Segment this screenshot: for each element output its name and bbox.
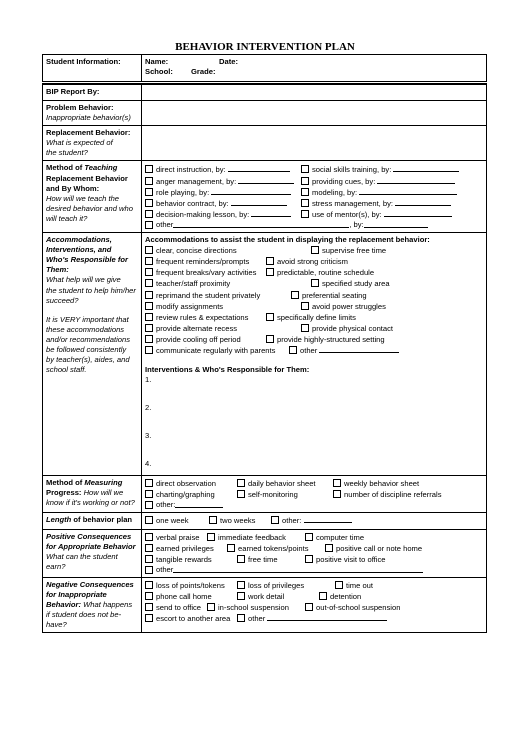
option-label: one week bbox=[156, 516, 189, 526]
problem-input[interactable] bbox=[142, 101, 487, 126]
accom-options bbox=[142, 233, 487, 476]
checkbox[interactable] bbox=[305, 555, 313, 563]
option-label: use of mentor(s), by: bbox=[312, 209, 382, 219]
school-field[interactable]: School: bbox=[145, 67, 173, 77]
option-label: anger management, by: bbox=[156, 176, 237, 186]
positive-options bbox=[142, 529, 487, 577]
method-row bbox=[43, 161, 487, 233]
checkbox[interactable] bbox=[145, 177, 153, 185]
option-label: provide physical contact bbox=[312, 323, 394, 333]
method-label-b: Teaching bbox=[84, 163, 118, 173]
bip-row bbox=[43, 85, 487, 101]
checkbox[interactable] bbox=[145, 291, 153, 299]
accom-label-1: Accommodations, bbox=[46, 235, 112, 245]
checkbox[interactable] bbox=[145, 165, 153, 173]
checkbox[interactable] bbox=[145, 501, 153, 509]
intervention-1[interactable]: 1. bbox=[145, 375, 152, 385]
checkbox[interactable] bbox=[266, 268, 274, 276]
problem-row bbox=[43, 101, 487, 126]
option-label: provide alternate recess bbox=[156, 323, 238, 333]
option-label: preferential seating bbox=[302, 290, 367, 300]
option-label: phone call home bbox=[156, 592, 212, 601]
checkbox[interactable] bbox=[325, 544, 333, 552]
checkbox[interactable] bbox=[333, 479, 341, 487]
accom-hint-2: the student to help him/her bbox=[46, 285, 136, 295]
option-label: teacher/staff proximity bbox=[156, 279, 231, 289]
method-hint-3: will teach it? bbox=[46, 213, 88, 223]
option-label: self-monitoring bbox=[248, 490, 298, 500]
accom-label-cell bbox=[43, 233, 142, 476]
option-label: escort to another area bbox=[156, 614, 231, 624]
negative-options bbox=[142, 577, 487, 632]
positive-label-2: for Appropriate Behavior bbox=[46, 541, 136, 551]
accom-note-6: school staff. bbox=[46, 365, 87, 375]
option-label: modify assignments bbox=[156, 301, 224, 311]
option-label: frequent breaks/vary activities bbox=[156, 268, 257, 278]
option-label: work detail bbox=[248, 592, 285, 601]
checkbox[interactable] bbox=[145, 555, 153, 563]
grade-field[interactable]: Grade: bbox=[191, 67, 216, 77]
checkbox[interactable] bbox=[145, 592, 153, 600]
by-label: , by: bbox=[349, 219, 364, 229]
checkbox[interactable] bbox=[145, 221, 153, 229]
accom-label-3: Who's Responsible for bbox=[46, 255, 128, 265]
bip-form-table bbox=[42, 54, 487, 633]
checkbox[interactable] bbox=[145, 479, 153, 487]
student-info-row bbox=[43, 55, 487, 83]
checkbox[interactable] bbox=[145, 490, 153, 498]
option-label: role playing, by: bbox=[156, 187, 210, 197]
accom-label-2: Interventions, and bbox=[46, 245, 112, 255]
replacement-label-cell bbox=[43, 126, 142, 161]
option-label: specified study area bbox=[322, 279, 390, 289]
checkbox[interactable] bbox=[311, 246, 319, 254]
positive-row bbox=[43, 529, 487, 577]
method-label-cell bbox=[43, 161, 142, 233]
checkbox[interactable] bbox=[145, 566, 153, 574]
option-label: modeling, by: bbox=[312, 187, 358, 197]
negative-hint-1: if student does not be- bbox=[46, 610, 122, 620]
method-hint-1: How will we teach the bbox=[46, 193, 120, 203]
checkbox[interactable] bbox=[145, 313, 153, 321]
method-label-3: and By Whom: bbox=[46, 183, 100, 193]
checkbox[interactable] bbox=[301, 324, 309, 332]
checkbox[interactable] bbox=[145, 302, 153, 310]
negative-label-1: Negative Consequences bbox=[46, 579, 134, 589]
option-label: charting/graphing bbox=[156, 490, 215, 500]
checkbox[interactable] bbox=[145, 257, 153, 265]
checkbox[interactable] bbox=[305, 603, 313, 611]
page-title: BEHAVIOR INTERVENTION PLAN bbox=[175, 41, 355, 53]
checkbox[interactable] bbox=[145, 188, 153, 196]
option-label: behavior contract, by: bbox=[156, 198, 229, 208]
replacement-hint-1: What is expected of bbox=[46, 138, 113, 148]
checkbox[interactable] bbox=[145, 544, 153, 552]
option-label: direct instruction, by: bbox=[156, 165, 226, 175]
replacement-row bbox=[43, 126, 487, 161]
accom-heading: Accommodations to assist the student in displaying the replacement behavior: bbox=[145, 235, 430, 245]
checkbox[interactable] bbox=[145, 279, 153, 287]
checkbox[interactable] bbox=[335, 581, 343, 589]
option-label: daily behavior sheet bbox=[248, 479, 316, 489]
option-label: time out bbox=[346, 580, 374, 590]
accom-label-4: Them: bbox=[46, 265, 69, 275]
option-label: loss of points/tokens bbox=[156, 580, 225, 590]
option-label: avoid power struggles bbox=[312, 301, 386, 311]
checkbox[interactable] bbox=[266, 313, 274, 321]
checkbox[interactable] bbox=[301, 188, 309, 196]
problem-hint: Inappropriate behavior(s) bbox=[46, 113, 131, 123]
measuring-label-a: Method of bbox=[46, 478, 85, 488]
option-label: avoid strong criticism bbox=[277, 257, 348, 267]
negative-label-3: Behavior: bbox=[46, 600, 84, 610]
problem-label: Problem Behavior: bbox=[46, 103, 114, 112]
checkbox[interactable] bbox=[319, 592, 327, 600]
bip-label: BIP Report By: bbox=[46, 87, 100, 96]
length-options bbox=[142, 513, 487, 529]
option-label: out-of-school suspension bbox=[316, 603, 401, 613]
replacement-label: Replacement Behavior: bbox=[46, 128, 131, 138]
checkbox[interactable] bbox=[237, 479, 245, 487]
method-label-2: Replacement Behavior bbox=[46, 173, 128, 183]
checkbox[interactable] bbox=[207, 533, 215, 541]
option-label: earned tokens/points bbox=[238, 543, 309, 553]
option-label: review rules & expectations bbox=[156, 312, 249, 322]
checkbox[interactable] bbox=[333, 490, 341, 498]
date-field[interactable]: Date: bbox=[219, 57, 238, 66]
positive-label-1: Positive Consequences bbox=[46, 531, 132, 541]
option-label: other bbox=[156, 564, 174, 574]
option-label: other: bbox=[156, 500, 176, 510]
option-label: social skills training, by: bbox=[312, 165, 392, 175]
option-label: tangible rewards bbox=[156, 554, 212, 564]
negative-hint-a: What happens bbox=[83, 600, 133, 610]
student-info-label: Student Information: bbox=[46, 57, 121, 66]
negative-label-cell bbox=[43, 577, 142, 632]
option-label: predictable, routine schedule bbox=[277, 268, 375, 278]
problem-label-cell bbox=[43, 101, 142, 126]
option-label: two weeks bbox=[220, 516, 256, 526]
checkbox[interactable] bbox=[145, 581, 153, 589]
option-label: immediate feedback bbox=[218, 532, 286, 542]
option-label: weekly behavior sheet bbox=[344, 479, 420, 489]
option-label: other bbox=[156, 219, 174, 229]
checkbox[interactable] bbox=[145, 268, 153, 276]
option-label: positive visit to office bbox=[316, 554, 386, 564]
accom-note-3: and/or recommendations bbox=[46, 334, 130, 344]
length-label-b: of behavior plan bbox=[71, 515, 133, 525]
checkbox[interactable] bbox=[145, 533, 153, 541]
checkbox[interactable] bbox=[145, 346, 153, 354]
option-label: reprimand the student privately bbox=[156, 290, 261, 300]
accom-hint-3: succeed? bbox=[46, 295, 79, 305]
negative-hint-2: have? bbox=[46, 620, 67, 630]
checkbox[interactable] bbox=[301, 199, 309, 207]
checkbox[interactable] bbox=[145, 199, 153, 207]
option-label: loss of privileges bbox=[248, 580, 305, 590]
option-label: verbal praise bbox=[156, 532, 200, 542]
checkbox[interactable] bbox=[145, 614, 153, 622]
option-label: earned privileges bbox=[156, 543, 214, 553]
intervention-3[interactable]: 3. bbox=[145, 431, 152, 441]
checkbox[interactable] bbox=[301, 302, 309, 310]
checkbox[interactable] bbox=[289, 346, 297, 354]
negative-label-2: for Inappropriate bbox=[46, 590, 107, 599]
option-label: specifically define limits bbox=[277, 312, 356, 322]
measuring-hint-a: How will we bbox=[83, 488, 124, 498]
student-info-fields bbox=[142, 55, 487, 83]
length-row bbox=[43, 513, 487, 529]
checkbox[interactable] bbox=[145, 246, 153, 254]
positive-hint-1: What can the student bbox=[46, 551, 118, 561]
checkbox[interactable] bbox=[266, 335, 274, 343]
negative-row bbox=[43, 577, 487, 632]
measuring-options bbox=[142, 476, 487, 513]
checkbox[interactable] bbox=[237, 592, 245, 600]
option-label: decision-making lesson, by: bbox=[156, 209, 250, 219]
length-label-cell bbox=[43, 513, 142, 529]
option-label: in-school suspension bbox=[218, 603, 289, 613]
option-label: communicate regularly with parents bbox=[156, 345, 276, 355]
option-label: positive call or note home bbox=[336, 543, 423, 553]
measuring-label-b: Measuring bbox=[84, 478, 123, 488]
method-label-a: Method of bbox=[46, 163, 85, 173]
checkbox[interactable] bbox=[237, 555, 245, 563]
method-options bbox=[142, 161, 487, 233]
option-label: other: bbox=[282, 516, 302, 526]
length-label-a: Length bbox=[46, 515, 72, 525]
option-label: number of discipline referrals bbox=[344, 490, 442, 500]
positive-hint-2: earn? bbox=[46, 561, 66, 571]
checkbox[interactable] bbox=[291, 291, 299, 299]
checkbox[interactable] bbox=[301, 177, 309, 185]
checkbox[interactable] bbox=[145, 603, 153, 611]
option-label: computer time bbox=[316, 532, 365, 542]
checkbox[interactable] bbox=[237, 581, 245, 589]
measuring-label-cell bbox=[43, 476, 142, 513]
accom-note-1: It is VERY important that bbox=[46, 314, 129, 324]
measuring-row bbox=[43, 476, 487, 513]
checkbox[interactable] bbox=[271, 516, 279, 524]
checkbox[interactable] bbox=[209, 516, 217, 524]
interventions-heading: Interventions & Who's Responsible for Them: bbox=[145, 365, 310, 375]
intervention-2[interactable]: 2. bbox=[145, 403, 152, 413]
checkbox[interactable] bbox=[266, 257, 274, 265]
option-label: detention bbox=[330, 592, 362, 601]
measuring-hint-b: know if it's working or not? bbox=[46, 498, 135, 508]
option-label: supervise free time bbox=[322, 246, 387, 256]
option-label: clear, concise directions bbox=[156, 246, 237, 256]
option-label: stress management, by: bbox=[312, 198, 394, 208]
checkbox[interactable] bbox=[311, 279, 319, 287]
checkbox[interactable] bbox=[237, 614, 245, 622]
option-label: frequent reminders/prompts bbox=[156, 257, 250, 267]
name-field[interactable]: Name: bbox=[145, 57, 169, 66]
measuring-label-c: Progress: bbox=[46, 488, 84, 498]
accommodations-row bbox=[43, 233, 487, 476]
checkbox[interactable] bbox=[305, 533, 313, 541]
option-label: other bbox=[248, 614, 266, 624]
method-hint-2: desired behavior and who bbox=[46, 203, 133, 213]
option-label: provide highly-structured setting bbox=[277, 334, 385, 344]
accom-note-4: be followed consistently bbox=[46, 344, 127, 354]
option-label: other bbox=[300, 345, 318, 355]
option-label: provide cooling off period bbox=[156, 334, 241, 344]
bip-label-cell bbox=[43, 85, 142, 101]
checkbox[interactable] bbox=[145, 516, 153, 524]
accom-note-5: by teacher(s), aides, and bbox=[46, 355, 130, 365]
student-info-label-cell bbox=[43, 55, 142, 83]
replacement-input[interactable] bbox=[142, 126, 487, 161]
replacement-hint-2: the student? bbox=[46, 148, 88, 158]
option-label: free time bbox=[248, 554, 278, 564]
bip-input[interactable] bbox=[142, 85, 487, 101]
checkbox[interactable] bbox=[145, 335, 153, 343]
checkbox[interactable] bbox=[301, 165, 309, 173]
positive-label-cell bbox=[43, 529, 142, 577]
checkbox[interactable] bbox=[237, 490, 245, 498]
intervention-4[interactable]: 4. bbox=[145, 459, 152, 469]
checkbox[interactable] bbox=[145, 210, 153, 218]
option-label: send to office bbox=[156, 603, 202, 613]
accom-hint-1: What help will we give bbox=[46, 275, 121, 285]
checkbox[interactable] bbox=[207, 603, 215, 611]
accom-note-2: these accommodations bbox=[46, 324, 125, 334]
checkbox[interactable] bbox=[301, 210, 309, 218]
checkbox[interactable] bbox=[145, 324, 153, 332]
checkbox[interactable] bbox=[227, 544, 235, 552]
option-label: providing cues, by: bbox=[312, 176, 376, 186]
option-label: direct observation bbox=[156, 479, 216, 489]
